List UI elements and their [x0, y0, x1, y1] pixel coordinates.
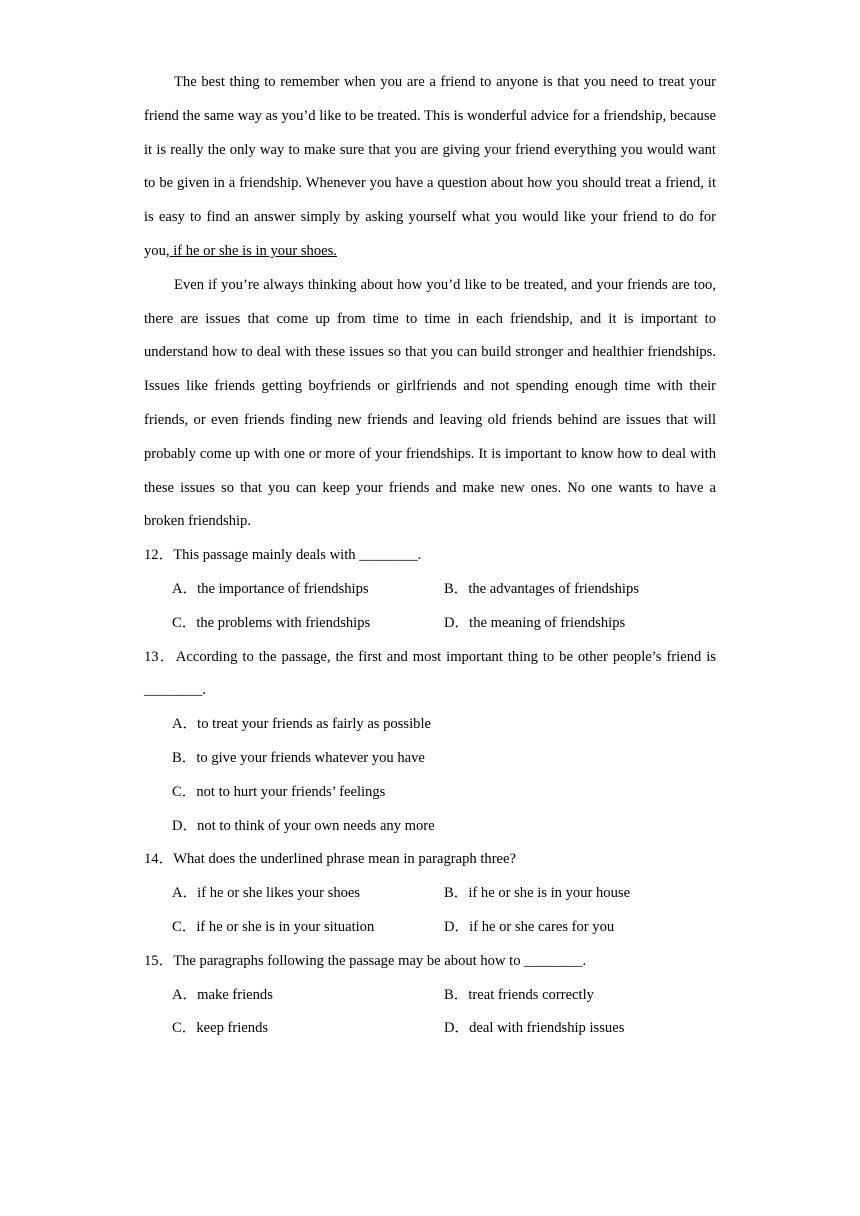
option-b: B．to give your friends whatever you have: [172, 749, 425, 766]
option-d: D．if he or she cares for you: [444, 918, 615, 935]
question-stem: 13．According to the passage, the first and most important thing to be other people’s friend is ________.: [144, 648, 716, 699]
option-row: [172, 742, 716, 776]
option-c: C．the problems with friendships: [172, 614, 371, 631]
passage-paragraph-2: Even if you’re always thinking about how you’d like to be treated, and your friends are too, there are issues that come up from time to time in each friendship, and it is important to understand how to deal with these issues so that you can build stronger and healthier friendships. Issues like friends getting boyfriends or girlfriends and not spending enough time with their friends, or even friends finding new friends and leaving old friends behind are issues that will probably come up with one or more of your friendships. It is important to know how to deal with these issues so that you can keep your friends and make new ones. No one wants to have a broken friendship.: [144, 276, 716, 530]
passage-paragraph-1-text: The best thing to remember when you are a friend to anyone is that you need to treat your friend the same way as you’d like to be treated. This is wonderful advice for a friendship, because it is really the only way to make sure that you are giving your friend everything you would want to be given in a friendship. Whenever you have a question about how you should treat a friend, it is easy to find an answer simply by asking yourself what you would like your friend to do for you,: [144, 74, 716, 259]
question-14: [144, 843, 716, 944]
question-stem: 12．This passage mainly deals with ________.: [144, 547, 422, 564]
option-row: [172, 877, 716, 911]
option-row: [172, 911, 716, 945]
question-stem: 14．What does the underlined phrase mean in paragraph three?: [144, 851, 516, 868]
option-row: [172, 1012, 716, 1046]
option-d: D．not to think of your own needs any more: [172, 817, 435, 834]
underlined-phrase: if he or she is in your shoes.: [169, 242, 337, 259]
question-stem: 15．The paragraphs following the passage may be about how to ________.: [144, 952, 587, 969]
question-13: [144, 641, 716, 844]
option-b: B．if he or she is in your house: [444, 885, 631, 902]
option-row: [172, 810, 716, 844]
answer-options: [144, 877, 716, 945]
option-c: C．keep friends: [172, 1020, 269, 1037]
option-c: C．not to hurt your friends’ feelings: [172, 783, 386, 800]
option-row: [172, 979, 716, 1013]
option-c: C．if he or she is in your situation: [172, 918, 375, 935]
option-row: [172, 573, 716, 607]
option-row: [172, 607, 716, 641]
option-row: [172, 708, 716, 742]
option-a: A．if he or she likes your shoes: [172, 885, 361, 902]
answer-options: [144, 979, 716, 1047]
question-12: [144, 539, 716, 640]
option-d: D．deal with friendship issues: [444, 1020, 625, 1037]
answer-options: [144, 573, 716, 641]
option-a: A．to treat your friends as fairly as possible: [172, 716, 431, 733]
option-row: [172, 776, 716, 810]
passage-paragraph-1: [144, 66, 716, 269]
option-b: B．the advantages of friendships: [444, 580, 639, 597]
option-b: B．treat friends correctly: [444, 986, 594, 1003]
question-15: [144, 945, 716, 1046]
answer-options: [144, 708, 716, 843]
option-a: A．make friends: [172, 986, 273, 1003]
document-page: [144, 66, 716, 1046]
option-a: A．the importance of friendships: [172, 580, 369, 597]
option-d: D．the meaning of friendships: [444, 614, 626, 631]
